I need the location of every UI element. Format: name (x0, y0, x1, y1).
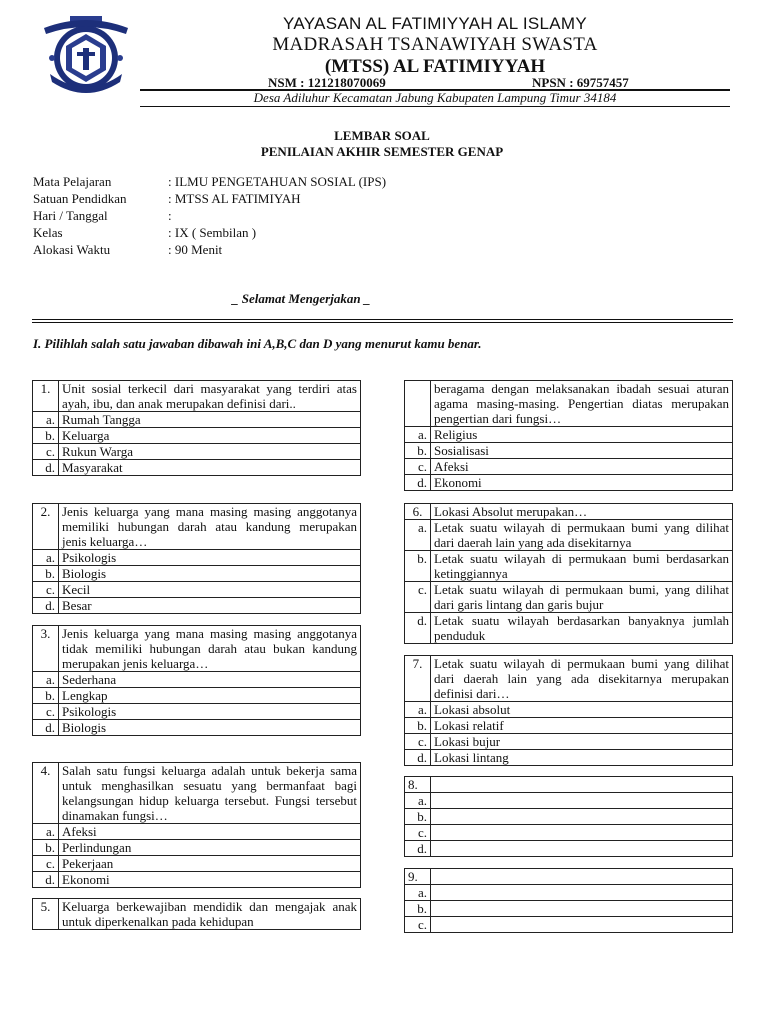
option-text: Pekerjaan (59, 856, 361, 872)
option-row[interactable] (33, 460, 361, 476)
option-text: Kecil (59, 582, 361, 598)
option-letter: b. (405, 443, 431, 459)
option-text: Letak suatu wilayah di permukaan bumi yang dilihat dari daerah lain yang ada disekitarnya (431, 520, 733, 551)
school-type: MADRASAH TSANAWIYAH SWASTA (272, 34, 598, 55)
option-letter: a. (33, 550, 59, 566)
option-letter: c. (405, 917, 431, 933)
section-rule-bottom (32, 322, 733, 323)
question-number: 5. (33, 899, 59, 930)
option-text: Besar (59, 598, 361, 614)
school-address: Desa Adiluhur Kecamatan Jabung Kabupaten Lampung Timur 34184 (253, 90, 617, 105)
option-letter: a. (405, 427, 431, 443)
option-text: Letak suatu wilayah berdasarkan banyaknya jumlah penduduk (431, 613, 733, 644)
option-letter: b. (33, 428, 59, 444)
option-text: Letak suatu wilayah di permukaan bumi berdasarkan ketinggiannya (431, 551, 733, 582)
sheet-title: LEMBAR SOAL (334, 128, 430, 143)
question-number: 2. (33, 504, 59, 550)
option-row[interactable] (405, 520, 733, 551)
info-value: : MTSS AL FATIMIYAH (168, 191, 301, 206)
question-number: 7. (405, 656, 431, 702)
option-row[interactable] (33, 672, 361, 688)
option-text[interactable] (431, 901, 733, 917)
option-text: Religius (431, 427, 733, 443)
option-text: Psikologis (59, 704, 361, 720)
option-letter: c. (33, 444, 59, 460)
option-text: Masyarakat (59, 460, 361, 476)
option-row[interactable] (33, 582, 361, 598)
option-text: Ekonomi (59, 872, 361, 888)
option-letter: d. (33, 598, 59, 614)
option-text: Afeksi (431, 459, 733, 475)
option-text: Biologis (59, 566, 361, 582)
option-row[interactable] (33, 872, 361, 888)
option-row[interactable] (33, 444, 361, 460)
option-text: Letak suatu wilayah di permukaan bumi, yang dilihat dari garis lintang dan garis bujur (431, 582, 733, 613)
option-letter: a. (33, 412, 59, 428)
info-label: Mata Pelajaran (33, 174, 112, 189)
info-row-date (33, 207, 533, 224)
option-letter: b. (405, 551, 431, 582)
instruction-text: I. Pilihlah salah satu jawaban dibawah ini A,B,C dan D yang menurut kamu benar. (33, 336, 482, 351)
option-letter: b. (33, 688, 59, 704)
option-row[interactable] (405, 750, 733, 766)
question-text: Jenis keluarga yang mana masing masing anggotanya tidak memiliki hubungan darah atau bukan kandung merupakan jenis keluarga… (59, 626, 361, 672)
question-row (405, 656, 733, 702)
option-row[interactable] (33, 688, 361, 704)
question-number (405, 381, 431, 427)
option-text[interactable] (431, 885, 733, 901)
option-text[interactable] (431, 917, 733, 933)
question-text: Salah satu fungsi keluarga adalah untuk bekerja sama untuk menghasilkan sesuatu yang bermanfaat bagi kelangsungan hidup keluarga tersebut. Fungsi tersebut dinamakan fungsi… (59, 763, 361, 824)
question-row (33, 899, 361, 930)
question-number: 3. (33, 626, 59, 672)
option-text: Lokasi absolut (431, 702, 733, 718)
question-row (33, 504, 361, 550)
option-row[interactable] (33, 704, 361, 720)
option-text: Lokasi relatif (431, 718, 733, 734)
option-letter: c. (405, 459, 431, 475)
info-label: Hari / Tanggal (33, 208, 108, 223)
option-row[interactable] (33, 598, 361, 614)
option-text: Psikologis (59, 550, 361, 566)
option-row[interactable] (405, 427, 733, 443)
option-letter: c. (405, 734, 431, 750)
option-letter: b. (405, 718, 431, 734)
option-letter: d. (33, 872, 59, 888)
option-letter: c. (33, 582, 59, 598)
option-letter: c. (405, 582, 431, 613)
option-letter: a. (405, 793, 431, 809)
option-text: Ekonomi (431, 475, 733, 491)
question-row (405, 777, 733, 793)
question-row (33, 626, 361, 672)
option-row[interactable] (405, 459, 733, 475)
foundation-name: YAYASAN AL FATIMIYYAH AL ISLAMY (282, 14, 588, 33)
question-row (405, 381, 733, 427)
option-row[interactable] (33, 856, 361, 872)
option-text: Lokasi lintang (431, 750, 733, 766)
question-row (405, 504, 733, 520)
option-row[interactable] (405, 809, 733, 825)
question-table-1 (32, 380, 361, 476)
option-row[interactable] (405, 475, 733, 491)
header-rule-bottom (140, 106, 730, 107)
option-row[interactable] (405, 613, 733, 644)
option-text: Sosialisasi (431, 443, 733, 459)
option-row[interactable] (405, 841, 733, 857)
question-table-9 (404, 868, 733, 933)
option-row[interactable] (405, 582, 733, 613)
option-row[interactable] (405, 551, 733, 582)
option-text: Afeksi (59, 824, 361, 840)
nsm-number: NSM : 121218070069 (268, 75, 386, 90)
option-letter: a. (33, 672, 59, 688)
option-row[interactable] (33, 412, 361, 428)
option-row[interactable] (33, 824, 361, 840)
question-number: 4. (33, 763, 59, 824)
greeting-text: _ Selamat Mengerjakan _ (232, 291, 371, 306)
option-letter: c. (405, 825, 431, 841)
info-row-time (33, 241, 533, 258)
question-text[interactable] (431, 869, 733, 885)
question-text: Jenis keluarga yang mana masing masing anggotanya memiliki hubungan darah atau kandung merupakan jenis keluarga… (59, 504, 361, 550)
option-text: Rukun Warga (59, 444, 361, 460)
question-table-5 (32, 898, 361, 930)
option-row[interactable] (405, 825, 733, 841)
question-text: beragama dengan melaksanakan ibadah sesuai aturan agama masing-masing. Pengertian diatas merupakan pengertian dari fungsi… (431, 381, 733, 427)
question-table-4 (32, 762, 361, 888)
question-text: Keluarga berkewajiban mendidik dan mengajak anak untuk diperkenalkan pada kehidupan (59, 899, 361, 930)
question-table-3 (32, 625, 361, 736)
question-text: Letak suatu wilayah di permukaan bumi yang dilihat dari daerah lain yang ada disekitarnya merupakan definisi dari… (431, 656, 733, 702)
question-number: 8. (405, 777, 431, 793)
option-row[interactable] (33, 566, 361, 582)
option-row[interactable] (405, 793, 733, 809)
option-letter: d. (33, 460, 59, 476)
option-text: Lengkap (59, 688, 361, 704)
option-row[interactable] (33, 550, 361, 566)
question-number: 6. (405, 504, 431, 520)
exam-info (33, 173, 533, 258)
option-row[interactable] (405, 443, 733, 459)
info-row-school (33, 190, 533, 207)
option-letter: d. (405, 750, 431, 766)
option-row[interactable] (405, 917, 733, 933)
option-text: Sederhana (59, 672, 361, 688)
option-text[interactable] (431, 841, 733, 857)
question-row (33, 763, 361, 824)
option-text: Lokasi bujur (431, 734, 733, 750)
option-text: Keluarga (59, 428, 361, 444)
option-letter: b. (405, 901, 431, 917)
info-value: : (168, 208, 172, 223)
option-row[interactable] (33, 428, 361, 444)
option-letter: d. (405, 841, 431, 857)
option-letter: a. (405, 885, 431, 901)
question-table-2 (32, 503, 361, 614)
option-letter: a. (33, 824, 59, 840)
question-table-8 (404, 776, 733, 857)
option-row[interactable] (405, 885, 733, 901)
npsn-number: NPSN : 69757457 (532, 75, 629, 90)
question-number: 1. (33, 381, 59, 412)
option-letter: c. (33, 704, 59, 720)
option-row[interactable] (405, 734, 733, 750)
question-row (405, 869, 733, 885)
question-number: 9. (405, 869, 431, 885)
section-rule-top (32, 319, 733, 320)
option-text[interactable] (431, 809, 733, 825)
option-letter: b. (405, 809, 431, 825)
school-name: (MTSS) AL FATIMIYYAH (324, 56, 546, 77)
option-letter: d. (33, 720, 59, 736)
question-table-6 (404, 503, 733, 644)
question-text: Lokasi Absolut merupakan… (431, 504, 733, 520)
option-letter: a. (405, 702, 431, 718)
option-letter: c. (33, 856, 59, 872)
option-text: Rumah Tangga (59, 412, 361, 428)
option-row[interactable] (405, 901, 733, 917)
option-text[interactable] (431, 825, 733, 841)
option-row[interactable] (33, 840, 361, 856)
info-row-subject (33, 173, 533, 190)
option-text: Perlindungan (59, 840, 361, 856)
info-value: : 90 Menit (168, 242, 223, 257)
question-row (33, 381, 361, 412)
option-letter: d. (405, 475, 431, 491)
info-value: : ILMU PENGETAHUAN SOSIAL (IPS) (168, 174, 387, 189)
option-letter: d. (405, 613, 431, 644)
info-row-class (33, 224, 533, 241)
option-letter: b. (33, 566, 59, 582)
option-letter: a. (405, 520, 431, 551)
exam-title: PENILAIAN AKHIR SEMESTER GENAP (260, 144, 504, 159)
question-text: Unit sosial terkecil dari masyarakat yang terdiri atas ayah, ibu, dan anak merupakan definisi dari.. (59, 381, 361, 412)
option-row[interactable] (33, 720, 361, 736)
option-row[interactable] (405, 718, 733, 734)
info-value: : IX ( Sembilan ) (168, 225, 257, 240)
question-text[interactable] (431, 777, 733, 793)
question-table-5-continued (404, 380, 733, 491)
option-text[interactable] (431, 793, 733, 809)
option-row[interactable] (405, 702, 733, 718)
info-label: Kelas (33, 225, 63, 240)
option-text: Biologis (59, 720, 361, 736)
info-label: Alokasi Waktu (33, 242, 111, 257)
question-table-7 (404, 655, 733, 766)
school-logo (40, 14, 132, 98)
info-label: Satuan Pendidkan (33, 191, 127, 206)
option-letter: b. (33, 840, 59, 856)
